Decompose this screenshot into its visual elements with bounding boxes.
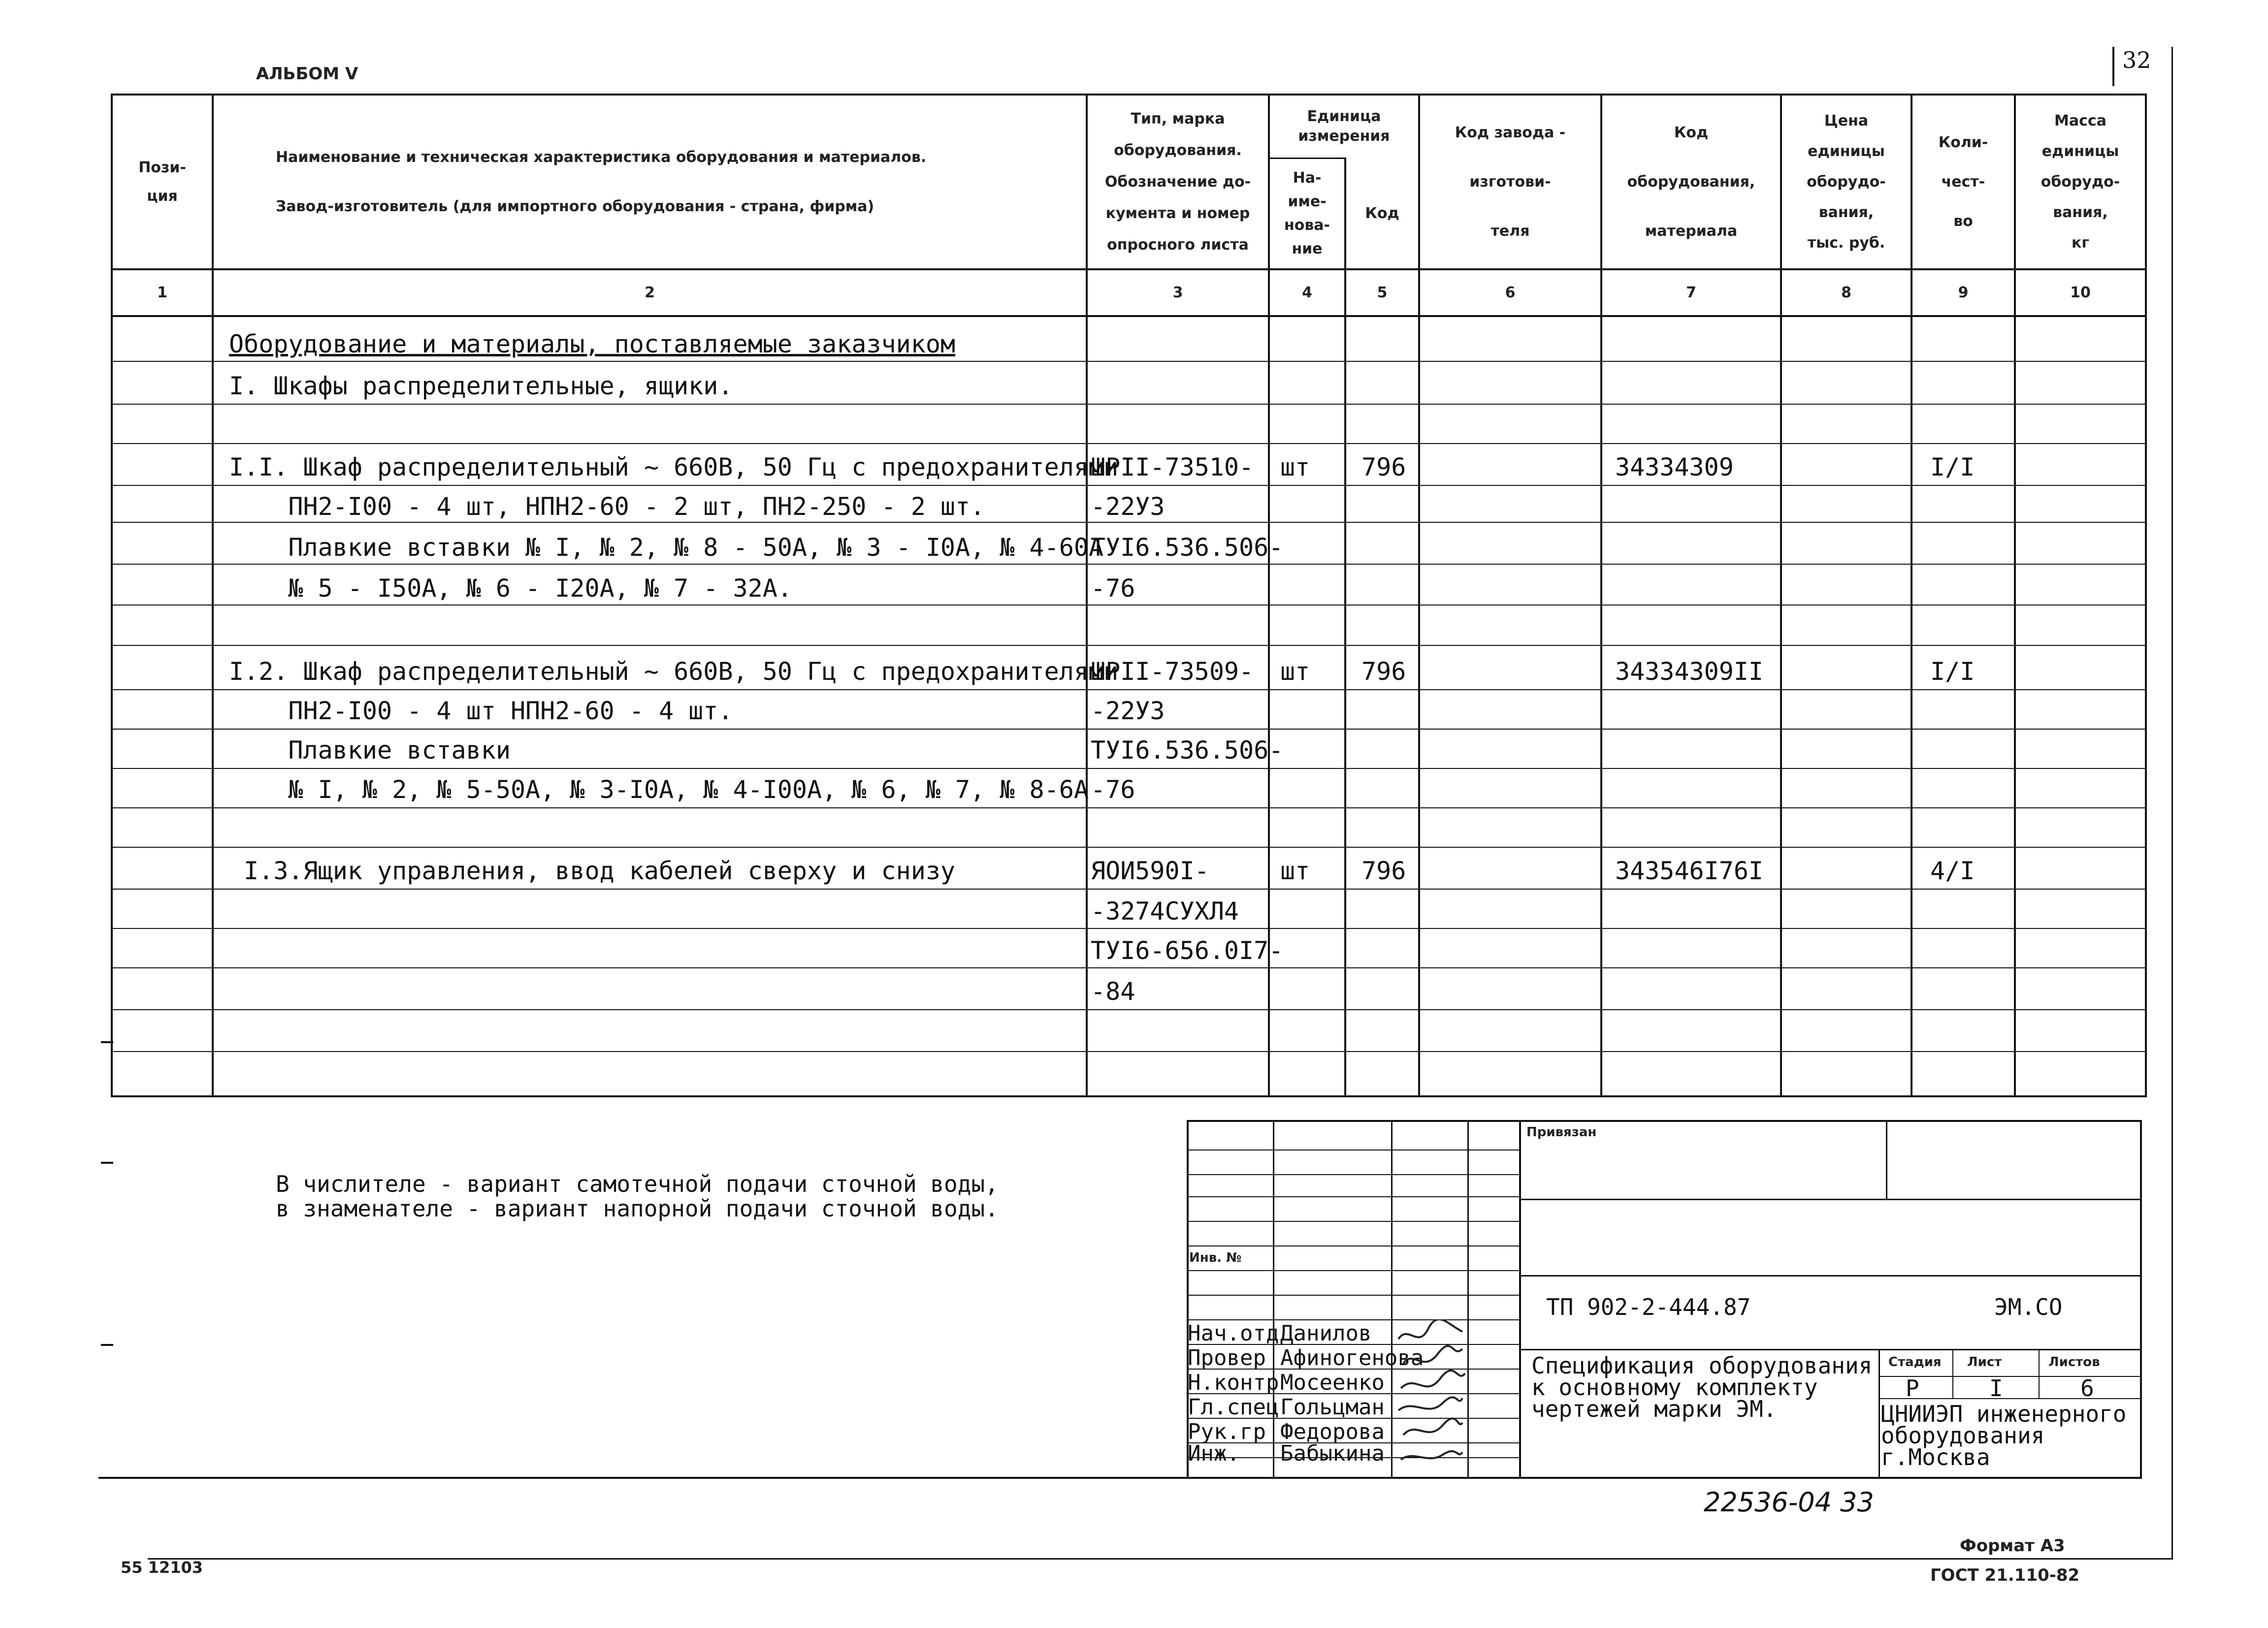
note-line: В числителе - вариант самотечной подачи сточной воды,: [276, 1171, 999, 1197]
sheet-value: I: [1989, 1375, 2003, 1402]
table-row-subsection-title: I. Шкафы распределительные, ящики.: [229, 372, 733, 400]
col-number-4: 4: [1302, 284, 1312, 301]
header-factory-code: Код завода - изготови- теля: [1455, 124, 1566, 240]
signer-role: Гл.спец: [1188, 1395, 1279, 1420]
header-equipment-code: Код оборудования, материала: [1627, 124, 1755, 240]
table-row-section-title: Оборудование и материалы, поставляемые заказчиком: [229, 330, 956, 358]
margin-tick: [101, 1344, 113, 1346]
table-row: I.I. Шкаф распределительный ~ 660В, 50 Гц с предохранителями: [229, 453, 1119, 481]
inventory-label: Инв. №: [1189, 1250, 1242, 1265]
page-number-divider: [2112, 47, 2114, 86]
table-row: № I, № 2, № 5-50А, № 3-I0А, № 4-I00А, № 6, № 7, № 8-6А: [229, 775, 1089, 804]
col-number-3: 3: [1172, 284, 1183, 301]
header-unit-name: На- име- нова- ние: [1284, 169, 1330, 257]
header-position: Пози- ция: [138, 159, 186, 205]
header-unit-group: Единица измерения: [1298, 108, 1390, 145]
table-row: ПН2-I00 - 4 шт, НПН2-60 - 2 шт, ПН2-250 - 2 шт.: [229, 492, 985, 521]
table-row: ПН2-I00 - 4 шт НПН2-60 - 4 шт.: [229, 697, 733, 725]
sheets-label: Листов: [2048, 1355, 2100, 1370]
signer-role: Н.контр: [1188, 1370, 1279, 1395]
col-number-8: 8: [1841, 284, 1851, 301]
stage-value: Р: [1906, 1375, 1919, 1402]
table-row: ТУI6-656.0I7-: [1091, 936, 1284, 965]
col-number-5: 5: [1377, 284, 1388, 301]
gost-label: ГОСТ 21.110-82: [1930, 1565, 2080, 1585]
note-line: в знаменателе - вариант напорной подачи сточной воды.: [276, 1195, 999, 1222]
table-row: -3274СУХЛ4: [1091, 897, 1239, 926]
table-row: Плавкие вставки № I, № 2, № 8 - 50А, № 3 - I0А, № 4-60А: [229, 533, 1104, 562]
col-number-7: 7: [1686, 284, 1696, 301]
attached-label: Привязан: [1526, 1125, 1597, 1140]
header-mass: Масса единицы оборудо- вания, кг: [2041, 112, 2120, 252]
signer-name: Данилов: [1280, 1321, 1372, 1346]
signer-role: Инж.: [1188, 1441, 1240, 1466]
sheet-label: Лист: [1967, 1355, 2002, 1370]
signer-name: Гольцман: [1280, 1395, 1385, 1420]
handwritten-code: 22536-04 33: [1704, 1487, 1874, 1518]
document-code: ТП 902-2-444.87: [1546, 1294, 1751, 1320]
document-mark: ЭМ.СО: [1994, 1294, 2063, 1320]
margin-tick: [101, 1162, 113, 1164]
signer-name: Федорова: [1280, 1419, 1385, 1444]
col-number-6: 6: [1505, 284, 1516, 301]
signer-name: Мосеенко: [1280, 1370, 1385, 1395]
page-number: 32: [2122, 47, 2151, 73]
col-number-1: 1: [157, 284, 167, 301]
header-name: Наименование и техническая характеристика оборудования и материалов. Завод-изготовитель (для импортного оборудования - страна, фирма): [276, 148, 927, 215]
bottom-border: [148, 1558, 2173, 1560]
bottom-left-code: 55 12103: [121, 1558, 203, 1577]
signer-role: Провер: [1188, 1345, 1266, 1371]
header-type: Тип, марка оборудования. Обозначение до- кумента и номер опросного листа: [1104, 110, 1251, 254]
format-label: Формат А3: [1960, 1536, 2065, 1556]
table-row: Плавкие вставки: [229, 736, 511, 765]
signer-name: Афиногенова: [1280, 1345, 1424, 1371]
col-number-9: 9: [1958, 284, 1969, 301]
signer-role: Нач.отд: [1188, 1321, 1279, 1346]
header-unit-code: Код: [1365, 205, 1399, 222]
header-price: Цена единицы оборудо- вания, тыс. руб.: [1807, 112, 1886, 252]
right-border: [2171, 47, 2173, 1558]
col-number-10: 10: [2070, 284, 2091, 301]
col-number-2: 2: [645, 284, 655, 301]
margin-tick: [101, 1041, 113, 1043]
signer-name: Бабыкина: [1280, 1441, 1385, 1466]
signature-scribbles: [1393, 1319, 1467, 1467]
album-label: АЛЬБОМ V: [256, 64, 358, 84]
organization: ЦНИИЭП инженерного оборудования г.Москва: [1881, 1401, 2127, 1470]
sheets-value: 6: [2080, 1375, 2094, 1402]
table-row: I.3.Ящик управления, ввод кабелей сверху и снизу: [229, 857, 956, 885]
stage-label: Стадия: [1888, 1355, 1942, 1370]
notes: [276, 1172, 999, 1221]
table-row: I.2. Шкаф распределительный ~ 660В, 50 Гц с предохранителями: [229, 657, 1119, 686]
signer-role: Рук.гр: [1188, 1419, 1266, 1444]
table-row: № 5 - I50А, № 6 - I20А, № 7 - 32А.: [229, 574, 792, 603]
header-quantity: Коли- чест- во: [1938, 133, 1988, 230]
document-title: Спецификация оборудования к основному комплекту чертежей марки ЭМ.: [1531, 1352, 1873, 1422]
table-row: -84: [1091, 977, 1135, 1006]
